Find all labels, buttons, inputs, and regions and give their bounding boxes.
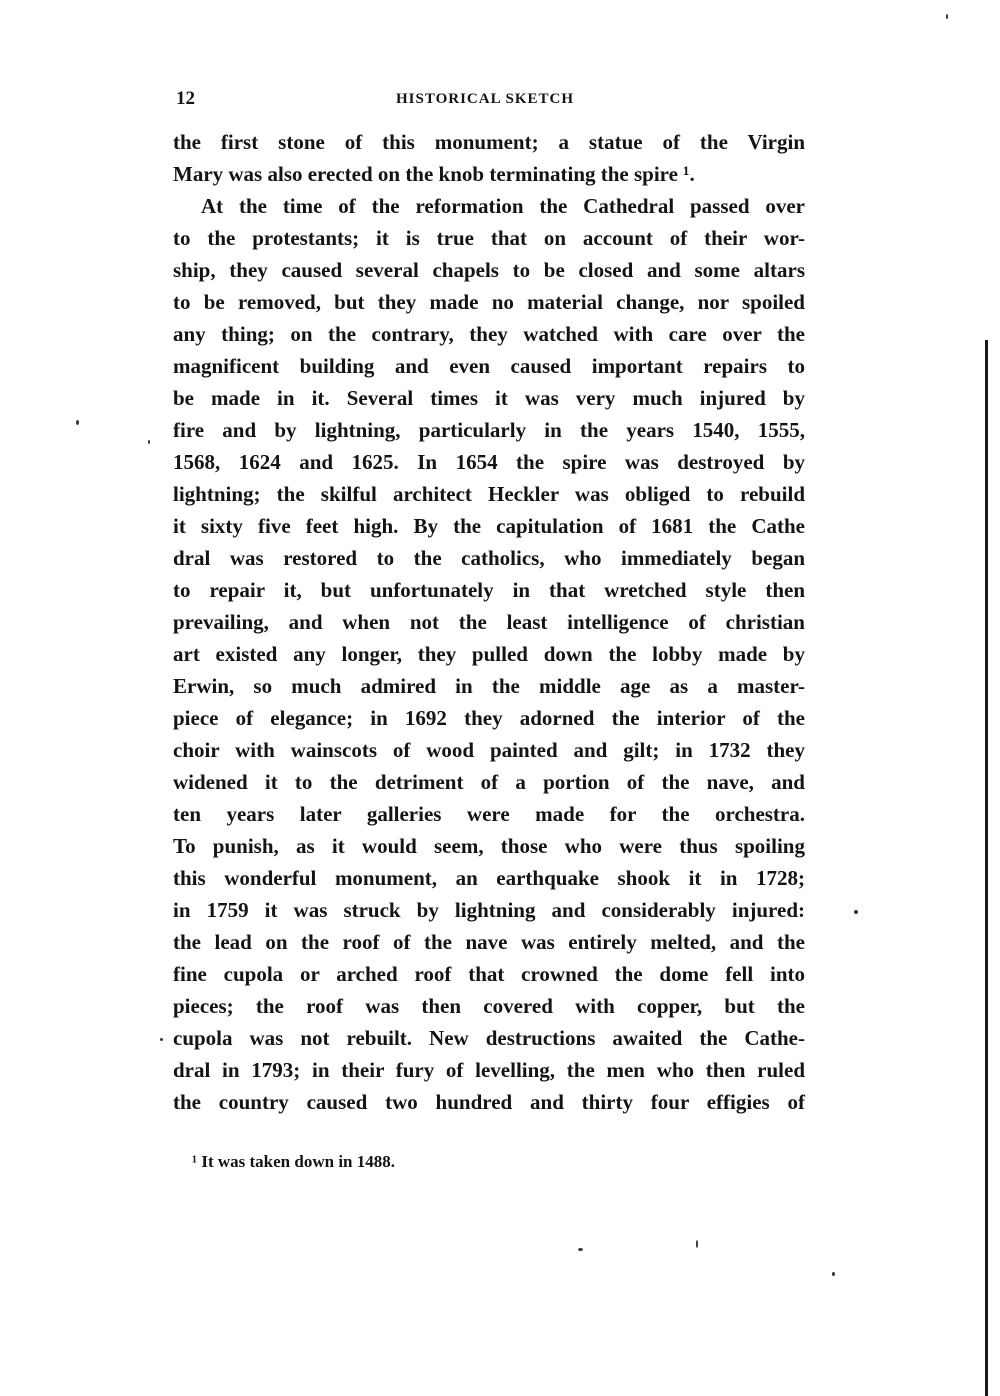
text-line: the first stone of this monument; a statue of the Virgin: [173, 130, 805, 154]
scan-speck: [578, 1248, 583, 1251]
text-line: dral was restored to the catholics, who immediately began: [173, 546, 805, 570]
text-line: dral in 1793; in their fury of levelling, the men who then ruled: [173, 1058, 805, 1082]
text-line: widened it to the detriment of a portion of the nave, and: [173, 770, 805, 794]
text-line: fine cupola or arched roof that crowned the dome fell into: [173, 962, 805, 986]
body-text: [173, 126, 805, 1118]
footnote: ¹ It was taken down in 1488.: [192, 1152, 395, 1171]
text-line: To punish, as it would seem, those who were thus spoiling: [173, 834, 805, 858]
text-line: Erwin, so much admired in the middle age as a master-: [173, 674, 805, 698]
scan-speck: [832, 1272, 835, 1276]
scan-speck: [946, 14, 948, 19]
text-line: in 1759 it was struck by lightning and considerably injured:: [173, 898, 805, 922]
scan-speck: [148, 440, 150, 444]
scan-speck: [696, 1240, 698, 1248]
scan-speck: [160, 1038, 163, 1041]
text-line: any thing; on the contrary, they watched with care over the: [173, 322, 805, 346]
text-line: lightning; the skilful architect Heckler was obliged to rebuild: [173, 482, 805, 506]
text-line: At the time of the reformation the Cathedral passed over: [201, 194, 805, 218]
text-line: 1568, 1624 and 1625. In 1654 the spire was destroyed by: [173, 450, 805, 474]
text-line: to repair it, but unfortunately in that wretched style then: [173, 578, 805, 602]
text-line: this wonderful monument, an earthquake shook it in 1728;: [173, 866, 805, 890]
text-line: prevailing, and when not the least intelligence of christian: [173, 610, 805, 634]
text-line: to the protestants; it is true that on account of their wor-: [173, 226, 805, 250]
text-line: art existed any longer, they pulled down the lobby made by: [173, 642, 805, 666]
text-line: ship, they caused several chapels to be closed and some altars: [173, 258, 805, 282]
text-line: the lead on the roof of the nave was entirely melted, and the: [173, 930, 805, 954]
running-title: HISTORICAL SKETCH: [396, 91, 575, 107]
page-number: 12: [176, 88, 195, 109]
text-line: ten years later galleries were made for the orchestra.: [173, 802, 805, 826]
running-head: [172, 88, 804, 118]
scan-speck: [76, 420, 79, 425]
text-line: to be removed, but they made no material change, nor spoiled: [173, 290, 805, 314]
scan-speck: [854, 910, 858, 914]
text-line: the country caused two hundred and thirty four effigies of: [173, 1090, 805, 1114]
page-edge-rule: [985, 340, 988, 1396]
text-line: pieces; the roof was then covered with copper, but the: [173, 994, 805, 1018]
text-line: magnificent building and even caused important repairs to: [173, 354, 805, 378]
text-line: Mary was also erected on the knob terminating the spire ¹.: [173, 162, 695, 186]
text-line: cupola was not rebuilt. New destructions awaited the Cathe-: [173, 1026, 805, 1050]
text-line: it sixty five feet high. By the capitulation of 1681 the Cathe: [173, 514, 805, 538]
text-line: piece of elegance; in 1692 they adorned the interior of the: [173, 706, 805, 730]
text-line: fire and by lightning, particularly in the years 1540, 1555,: [173, 418, 805, 442]
text-line: be made in it. Several times it was very much injured by: [173, 386, 805, 410]
text-line: choir with wainscots of wood painted and gilt; in 1732 they: [173, 738, 805, 762]
